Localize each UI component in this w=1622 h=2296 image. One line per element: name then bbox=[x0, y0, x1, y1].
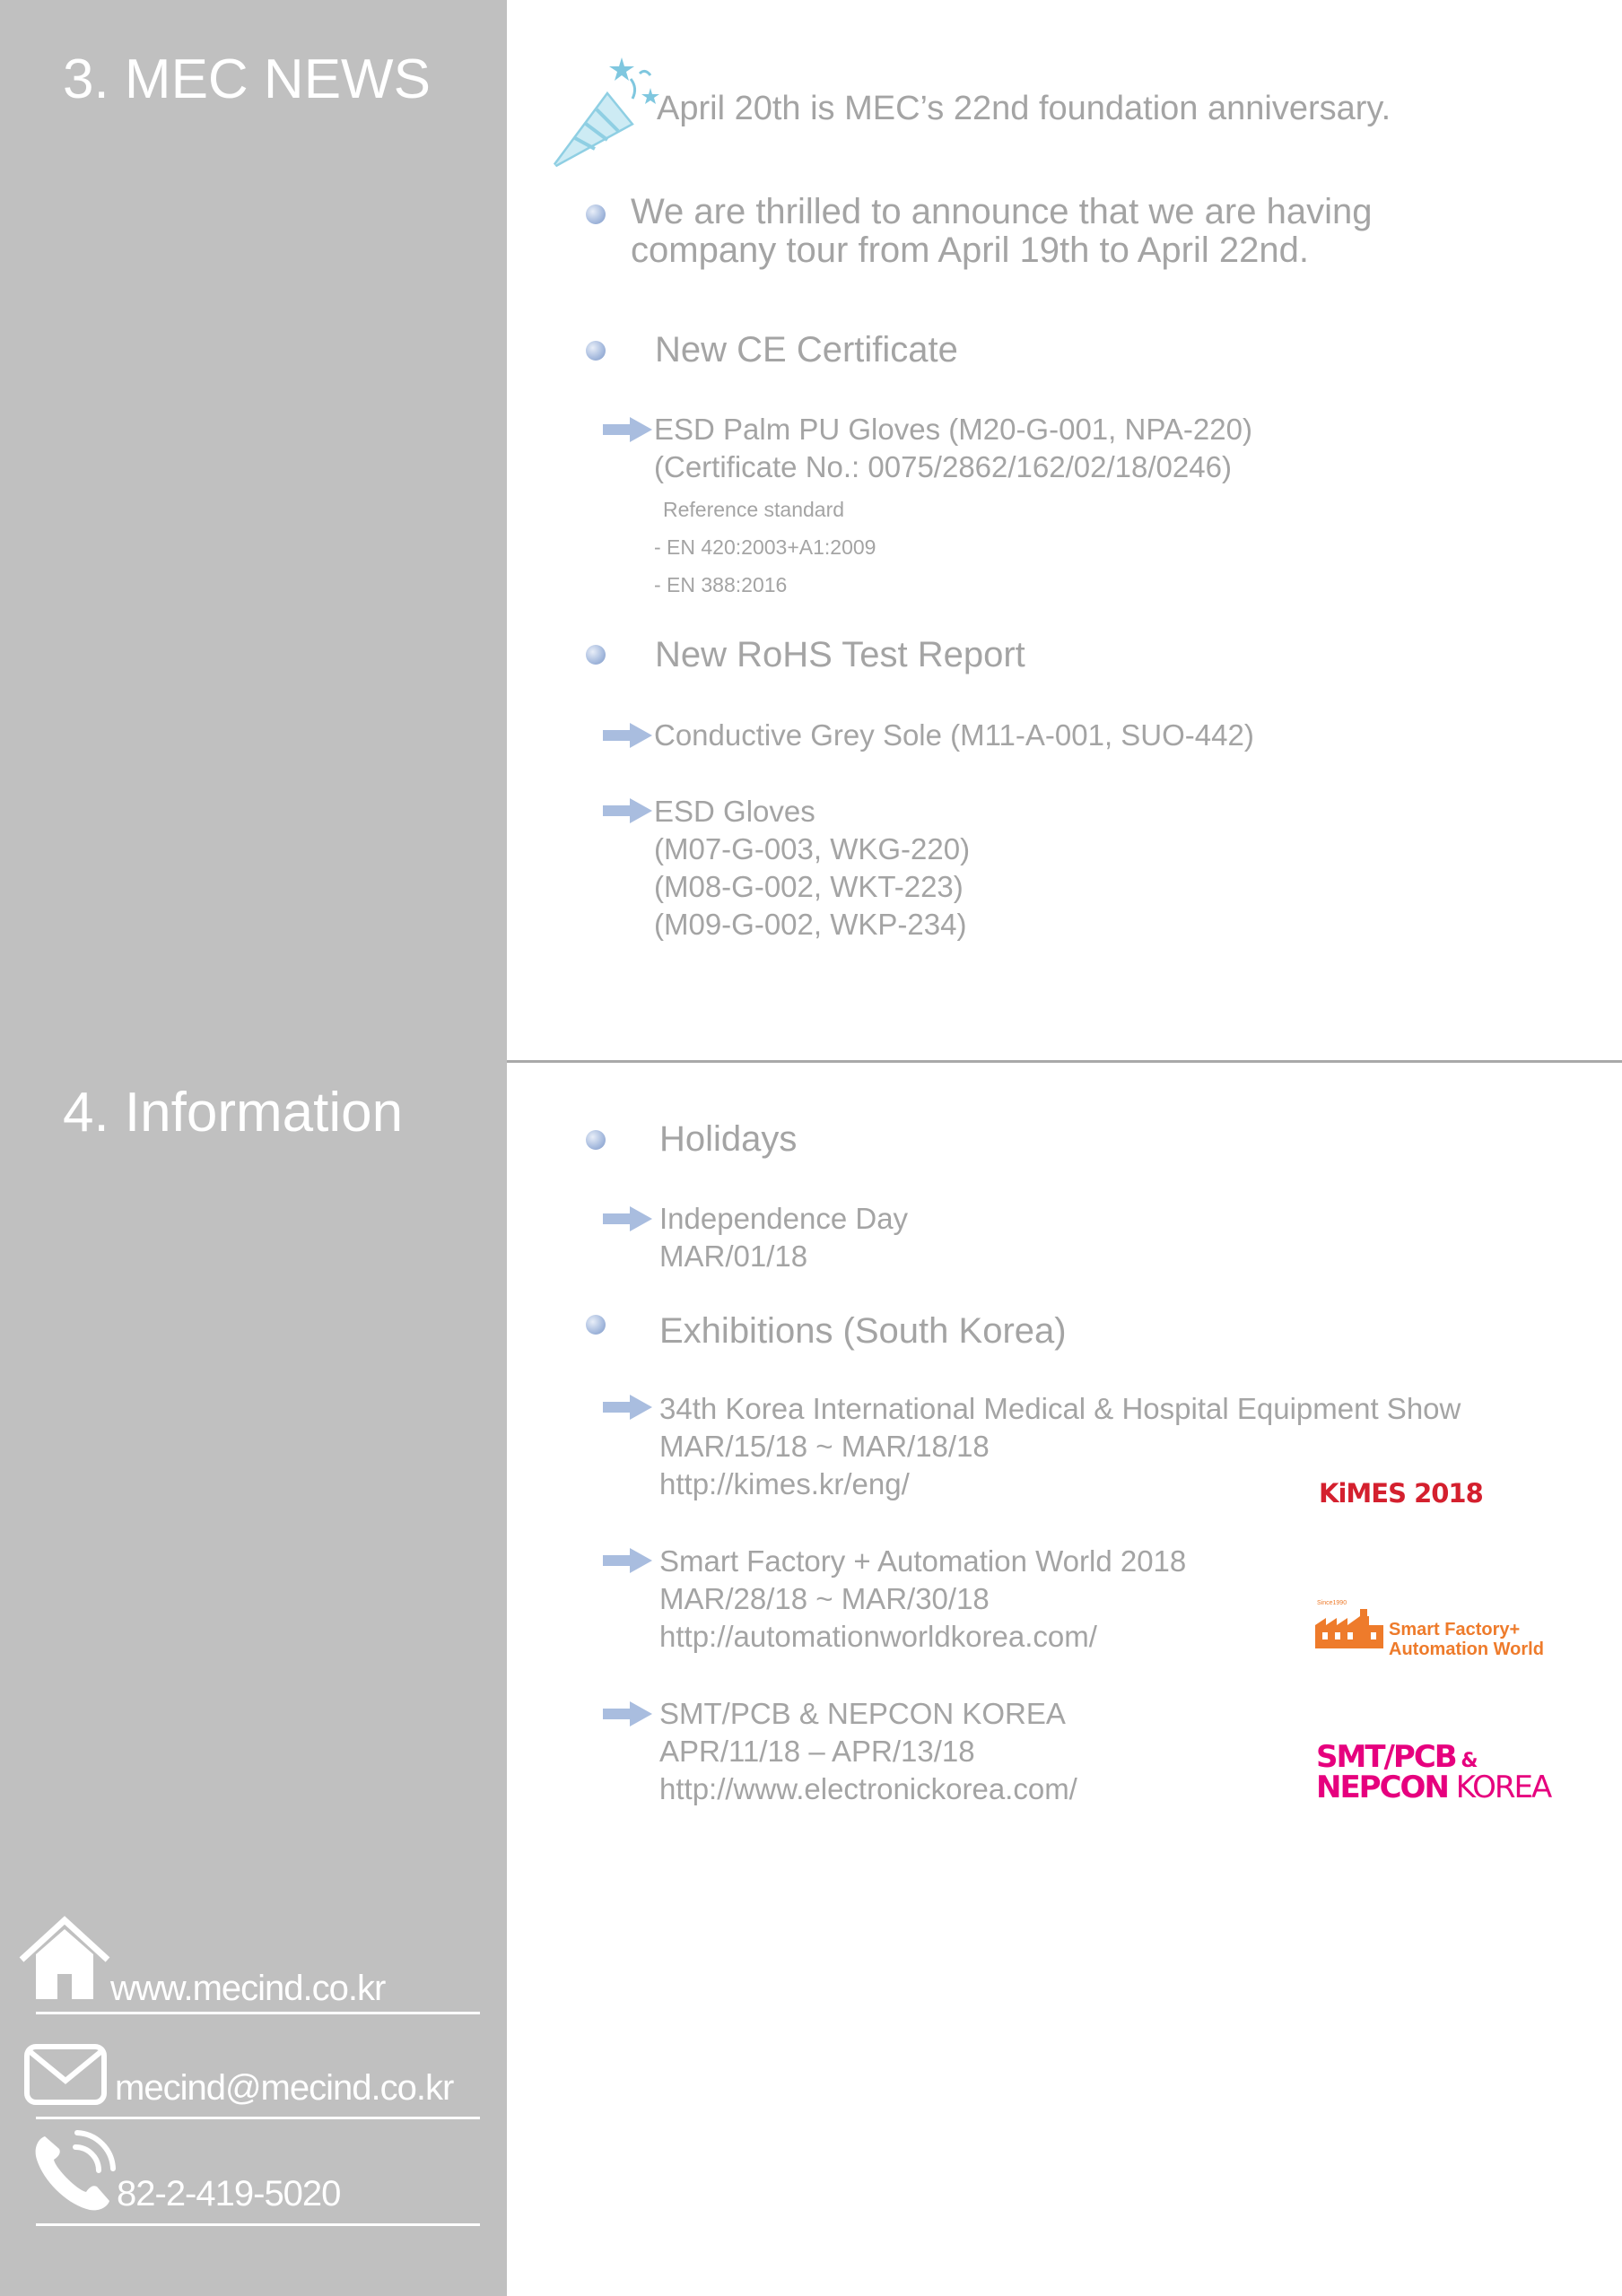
smt-logo-smtpcb: SMT/PCB bbox=[1316, 1739, 1456, 1775]
smt-nepcon-logo bbox=[1316, 1739, 1551, 1805]
smart-factory-logo-line2: Automation World bbox=[1389, 1639, 1544, 1659]
kimes-logo bbox=[1319, 1478, 1483, 1509]
smart-factory-logo-since: Since1990 bbox=[1317, 1600, 1347, 1606]
exhibition-dates: APR/11/18 – APR/13/18 bbox=[659, 1735, 975, 1768]
smart-factory-logo bbox=[1315, 1602, 1584, 1665]
bullet-dot bbox=[586, 204, 606, 224]
kimes-logo-k: K bbox=[1319, 1478, 1339, 1509]
kimes-logo-mes: iMES bbox=[1338, 1478, 1406, 1509]
bullet-dot bbox=[586, 645, 606, 665]
arrow-right-icon bbox=[603, 723, 652, 748]
bullet-dot bbox=[586, 1130, 606, 1150]
kimes-logo-year: 2018 bbox=[1405, 1478, 1483, 1509]
email-underline bbox=[36, 2117, 480, 2119]
party-popper-icon bbox=[552, 52, 664, 169]
arrow-right-icon bbox=[603, 1548, 652, 1573]
rohs-item2-line1: (M07-G-003, WKG-220) bbox=[654, 832, 971, 865]
bullet-dot bbox=[586, 341, 606, 361]
ce-item-line2: (Certificate No.: 0075/2862/162/02/18/0246) bbox=[654, 450, 1232, 483]
ce-ref-1: - EN 420:2003+A1:2009 bbox=[654, 535, 876, 559]
exhibition-dates: MAR/28/18 ~ MAR/30/18 bbox=[659, 1582, 990, 1615]
factory-icon bbox=[1315, 1609, 1383, 1648]
website-underline bbox=[36, 2012, 480, 2014]
website-link[interactable]: www.mecind.co.kr bbox=[110, 1969, 386, 2008]
section-title-mec-news: 3. MEC NEWS bbox=[63, 48, 431, 110]
holidays-heading: Holidays bbox=[659, 1119, 798, 1159]
section-title-information: 4. Information bbox=[63, 1082, 404, 1144]
exhibition-dates: MAR/15/18 ~ MAR/18/18 bbox=[659, 1430, 990, 1463]
sidebar bbox=[0, 0, 507, 2296]
tour-text-line2: company tour from April 19th to April 22nd. bbox=[631, 230, 1309, 270]
arrow-right-icon bbox=[603, 1395, 652, 1420]
arrow-right-icon bbox=[603, 1206, 652, 1231]
tour-text-line1: We are thrilled to announce that we are having bbox=[631, 192, 1373, 231]
exhibitions-heading: Exhibitions (South Korea) bbox=[659, 1311, 1067, 1351]
arrow-right-icon bbox=[603, 798, 652, 823]
rohs-item1: Conductive Grey Sole (M11-A-001, SUO-442) bbox=[654, 718, 1254, 752]
smt-logo-nepcon: NEPCON bbox=[1316, 1770, 1448, 1805]
rohs-item2-line2: (M08-G-002, WKT-223) bbox=[654, 870, 964, 903]
smt-logo-amp: & bbox=[1455, 1750, 1477, 1772]
ce-ref-label: Reference standard bbox=[663, 498, 845, 521]
smt-logo-line2 bbox=[1316, 1772, 1550, 1803]
anniversary-text: April 20th is MEC’s 22nd foundation anniversary. bbox=[657, 90, 1391, 127]
rohs-item2-line3: (M09-G-002, WKP-234) bbox=[654, 908, 967, 941]
ce-heading: New CE Certificate bbox=[655, 330, 958, 370]
holiday-date: MAR/01/18 bbox=[659, 1239, 808, 1273]
phone-number[interactable]: 82-2-419-5020 bbox=[117, 2174, 341, 2213]
section-divider bbox=[507, 1060, 1622, 1063]
mail-icon bbox=[23, 2043, 108, 2106]
holiday-name: Independence Day bbox=[659, 1202, 909, 1235]
exhibition-url[interactable]: http://kimes.kr/eng/ bbox=[659, 1467, 910, 1500]
smt-logo-korea: KOREA bbox=[1447, 1770, 1551, 1805]
ce-item-line1: ESD Palm PU Gloves (M20-G-001, NPA-220) bbox=[654, 413, 1252, 446]
email-link[interactable]: mecind@mecind.co.kr bbox=[115, 2068, 454, 2108]
smt-logo-line1 bbox=[1316, 1739, 1550, 1775]
arrow-right-icon bbox=[603, 1701, 652, 1726]
ce-ref-2: - EN 388:2016 bbox=[654, 573, 788, 596]
bullet-dot bbox=[586, 1315, 606, 1335]
exhibition-name: Smart Factory + Automation World 2018 bbox=[659, 1544, 1187, 1578]
phone-icon bbox=[29, 2127, 118, 2217]
arrow-right-icon bbox=[603, 417, 652, 442]
rohs-heading: New RoHS Test Report bbox=[655, 635, 1025, 674]
rohs-item2-title: ESD Gloves bbox=[654, 795, 815, 828]
exhibition-url[interactable]: http://automationworldkorea.com/ bbox=[659, 1620, 1097, 1653]
home-icon bbox=[18, 1915, 112, 2003]
exhibition-url[interactable]: http://www.electronickorea.com/ bbox=[659, 1772, 1077, 1805]
smart-factory-logo-line1: Smart Factory+ bbox=[1389, 1620, 1521, 1639]
phone-underline bbox=[36, 2223, 480, 2226]
exhibition-name: SMT/PCB & NEPCON KOREA bbox=[659, 1697, 1066, 1730]
exhibition-name: 34th Korea International Medical & Hospital Equipment Show bbox=[659, 1392, 1461, 1425]
